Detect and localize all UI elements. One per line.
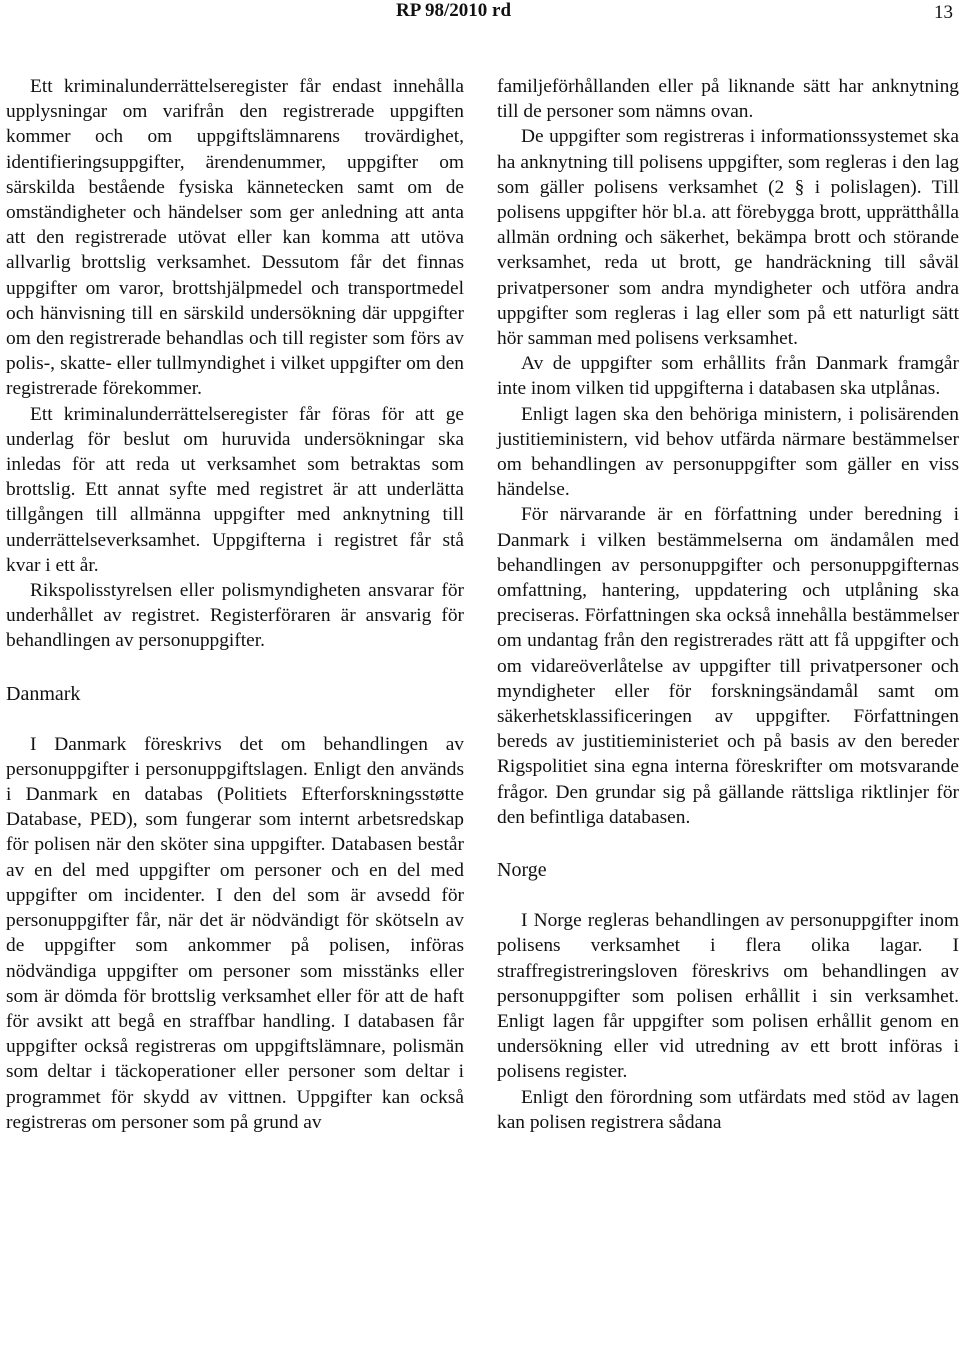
paragraph: Enligt lagen ska den behöriga ministern, i polisärenden justitieministern, vid behov utfärda närmare bestämmelser om behandlingen av personuppgifter som gäller en viss händelse.: [497, 403, 959, 501]
right-column: [497, 74, 959, 1135]
paragraph: familjeförhållanden eller på liknande sätt har anknytning till de personer som nämns ovan.: [497, 76, 959, 123]
paragraph: De uppgifter som registreras i informationssystemet ska ha anknytning till polisens uppgifter, som regleras i den lag som gäller polisens verksamhet (2 § i polislagen). Till polisens uppgifter hör bl.a. att förebygga brott, upprätthålla allmän ordning och säkerhet, bekämpa brott och störande verksamhet, reda ut brott, ge handräckning till såväl privatpersoner som andra myndigheter och utföra andra uppgifter som regleras i lag eller som på ett naturligt sätt hör samman med polisens verksamhet.: [497, 126, 959, 350]
left-column: [6, 74, 464, 1135]
paragraph: För närvarande är en författning under beredning i Danmark i vilken bestämmelserna om ändamålen med behandlingen av personuppgifter och personuppgifternas omfattning, hantering, uppdatering och utplåning ska preciseras. Författningen ska också innehålla bestämmelser om undantag från den registrerades rätt att få uppgifter och om vidareöverlåtelse av uppgifter till privatpersoner och myndigheter eller för forskningsändamål samt om säkerhetsklassificeringen av uppgifter. Författningen bereds av justitieministeriet och på basis av den bereder Rigspolitiet sina egna interna föreskrifter om motsvarande frågor. Den grundar sig på gällande rättsliga riktlinjer för den befintliga databasen.: [497, 504, 959, 828]
section-heading-norge: Norge: [497, 859, 547, 882]
paragraph: Rikspolisstyrelsen eller polismyndigheten ansvarar för underhållet av registret. Registerföraren är ansvarig för behandlingen av personuppgifter.: [6, 580, 464, 652]
document-id: RP 98/2010 rd: [396, 0, 512, 21]
page-header: [0, 0, 960, 26]
paragraph: I Danmark föreskrivs det om behandlingen av personuppgifter i personuppgiftslagen. Enligt den används i Danmark en databas (Politiets Efterforskningsstøtte Database, PED), som fungerar som internt arbetsredskap för polisen när den sköter sina uppgifter. Databasen består av en del med uppgifter om personer och en del med uppgifter om incidenter. I den del som är avsedd för personuppgifter får, när det är nödvändigt för skötseln av de uppgifter som ankommer på polisen, införas nödvändiga uppgifter om personer som misstänks eller som är dömda för brottslig verksamhet eller för att de haft för avsikt att begå en straffbar handling. I databasen får uppgifter också registreras om uppgiftslämnare, polismän som deltar i täckoperationer eller personer som deltar i programmet för skydd av vittnen. Uppgifter kan också registreras om personer som på grund av: [6, 733, 464, 1133]
page-number: 13: [934, 2, 953, 23]
paragraph: I Norge regleras behandlingen av personuppgifter inom polisens verksamhet i flera olika lagar. I straffregistreringsloven föreskrivs om behandlingen av personuppgifter som polisen erhållit i sin verksamhet. Enligt lagen får uppgifter som polisen erhållit genom en undersökning eller vid utredning av ett brott införas i polisens register.: [497, 910, 959, 1083]
paragraph: Enligt den förordning som utfärdats med stöd av lagen kan polisen registrera sådana: [497, 1086, 959, 1133]
paragraph: Av de uppgifter som erhållits från Danmark framgår inte inom vilken tid uppgifterna i databasen ska utplånas.: [497, 353, 959, 400]
section-heading-danmark: Danmark: [6, 682, 81, 705]
paragraph: Ett kriminalunderrättelseregister får föras för att ge underlag för beslut om huruvida undersökningar ska inledas för att reda ut verksamhet som betraktas som brottslig. Ett annat syfte med registret är att underlätta tillgången till allmänna uppgifter med anknytning till underrättelseverksamhet. Uppgifterna i registret får stå kvar i ett år.: [6, 403, 464, 576]
paragraph: Ett kriminalunderrättelseregister får endast innehålla upplysningar om varifrån den registrerade uppgiften kommer och om uppgiftslämnarens trovärdighet, identifieringsuppgifter, ärendenummer, uppgifter om särskilda bestående fysiska kännetecken samt om de omständigheter och händelser som ger anledning att anta att den registrerade utövat eller kan komma att utöva allvarlig brottslig verksamhet. Dessutom får det finnas uppgifter om varor, brottshjälpmedel och transportmedel och hänvisning till en särskild undersökning där uppgifter om den registrerade behandlas och till register som förs av polis-, skatte- eller tullmyndighet i vilket uppgifter om den registrerade förekommer.: [6, 76, 464, 400]
